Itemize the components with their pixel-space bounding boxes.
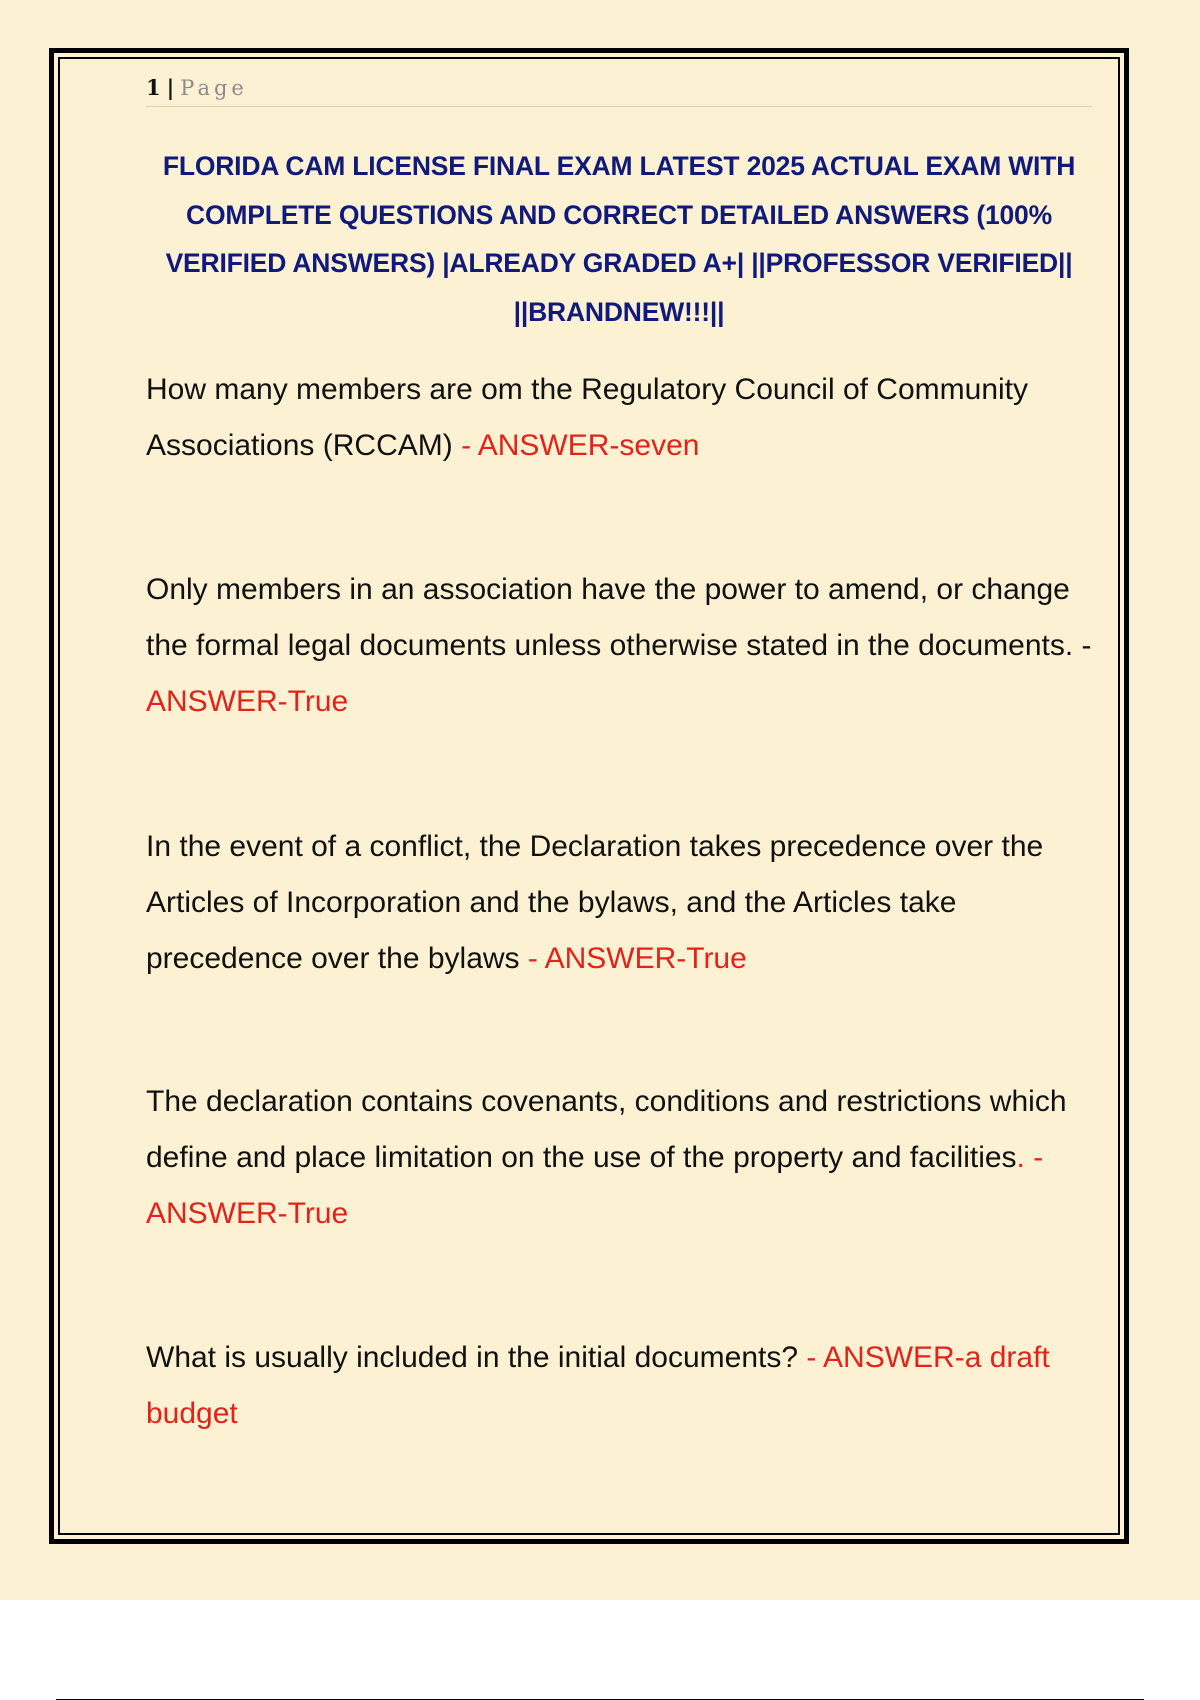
document-title: FLORIDA CAM LICENSE FINAL EXAM LATEST 2025 ACTUAL EXAM WITH COMPLETE QUESTIONS AND CORRECT DETAILED ANSWERS (100% VERIFIED ANSWERS) |ALREADY GRADED A+| ||PROFESSOR VERIFIED|| ||BRANDNEW!!!|| (162, 151, 1076, 327)
page-number: 1 (146, 75, 161, 100)
question-text: The declaration contains covenants, conditions and restrictions which define and place limitation on the use of the property and facilities (146, 1085, 1067, 1174)
qa-item (146, 562, 1092, 730)
page-content (146, 70, 1092, 1531)
page-label: Page (180, 76, 248, 100)
answer-text: - ANSWER-True (519, 942, 747, 975)
question-text: Only members in an association have the power to amend, or change the formal legal documents unless otherwise stated in the documents. - (146, 573, 1092, 662)
question-text: How many members are om the Regulatory Council of Community Associations (RCCAM) (146, 373, 1028, 462)
question-text: What is usually included in the initial documents? (146, 1341, 799, 1374)
qa-item (146, 819, 1092, 987)
answer-text: ANSWER-True (146, 685, 349, 718)
page-separator: | (166, 75, 175, 100)
page-header (146, 70, 1092, 107)
answer-text: - ANSWER-a draft budget (146, 1341, 1050, 1430)
question-text: In the event of a conflict, the Declaration takes precedence over the Articles of Incorporation and the bylaws, and the Articles take precedence over the bylaws (146, 830, 1044, 975)
answer-text: - ANSWER-seven (452, 429, 700, 462)
qa-item (146, 362, 1092, 474)
answer-text: . - ANSWER-True (146, 1141, 1044, 1230)
qa-item (146, 1330, 1092, 1442)
qa-item (146, 1074, 1092, 1242)
qa-list (146, 362, 1092, 1442)
